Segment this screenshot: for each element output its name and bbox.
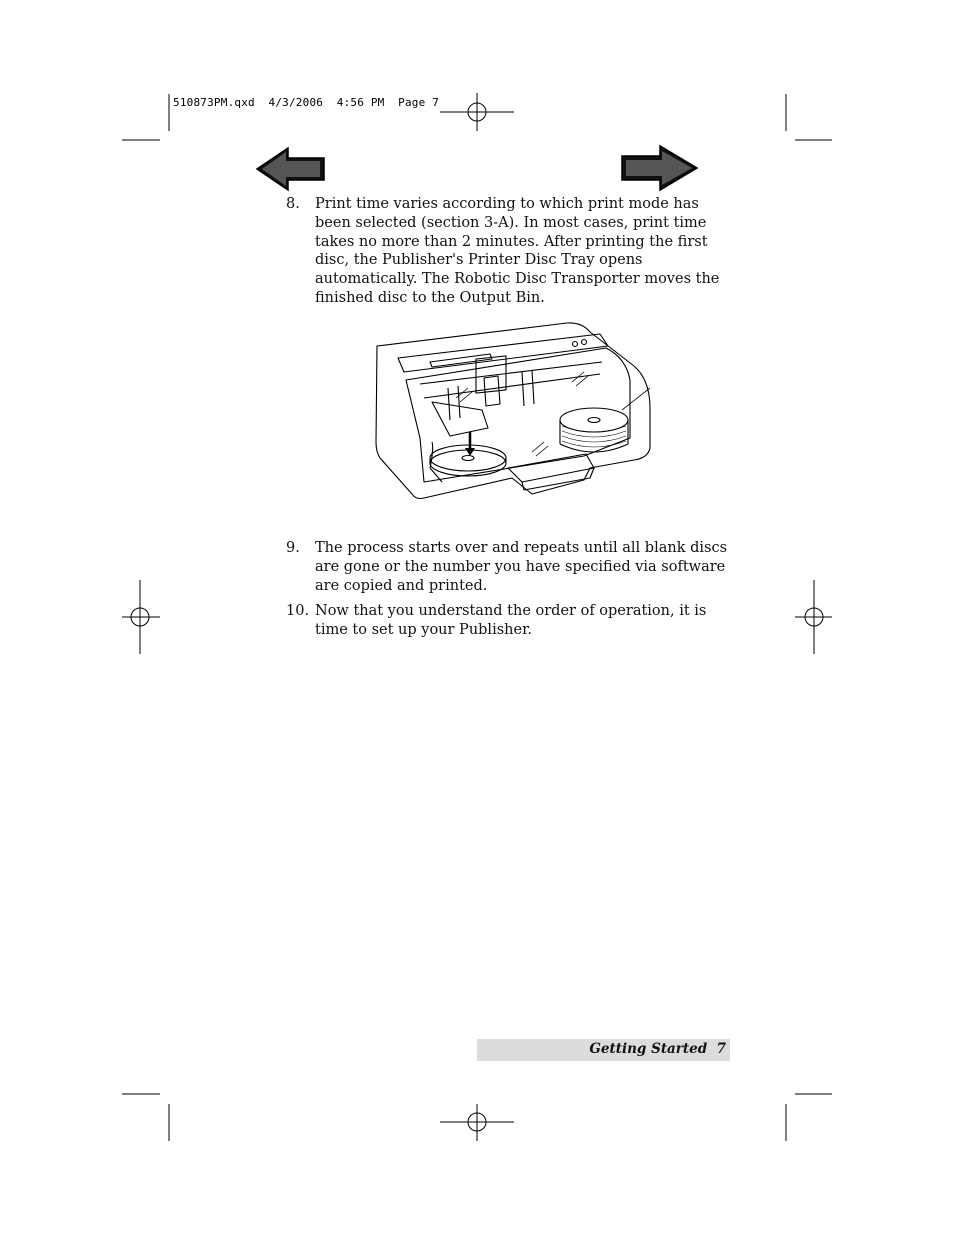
footer-band <box>477 1039 730 1061</box>
step-text: The process starts over and repeats until all blank discs are gone or the number you have specified via software are copied and printed. <box>315 540 728 594</box>
step-number: 10. <box>286 603 310 620</box>
page-number: 7 <box>716 1041 726 1057</box>
next-page-button[interactable] <box>620 144 700 192</box>
section-title: Getting Started <box>589 1041 708 1057</box>
left-arrow-icon <box>257 148 324 190</box>
step-text: Print time varies according to which print mode has been selected (section 3-A). In most cases, print time takes no more than 2 minutes. After printing the first disc, the Publisher's Printer Disc Tray opens automatically. The Robotic Disc Transporter moves the finished disc to the Output Bin. <box>315 196 720 306</box>
print-slug: 510873PM.qxd 4/3/2006 4:56 PM Page 7 <box>173 96 440 109</box>
step-text: Now that you understand the order of operation, it is time to set up your Publisher. <box>315 603 707 639</box>
footer-label <box>589 1041 726 1057</box>
right-arrow-icon <box>622 146 697 190</box>
steps-list-bottom <box>286 539 731 640</box>
step-number: 8. <box>286 196 300 212</box>
step-item <box>286 539 731 595</box>
step-number: 9. <box>286 540 300 556</box>
step-item <box>286 602 731 640</box>
publisher-illustration <box>372 318 654 510</box>
steps-list-top <box>286 195 731 308</box>
previous-page-button[interactable] <box>254 146 326 192</box>
step-item <box>286 195 731 308</box>
